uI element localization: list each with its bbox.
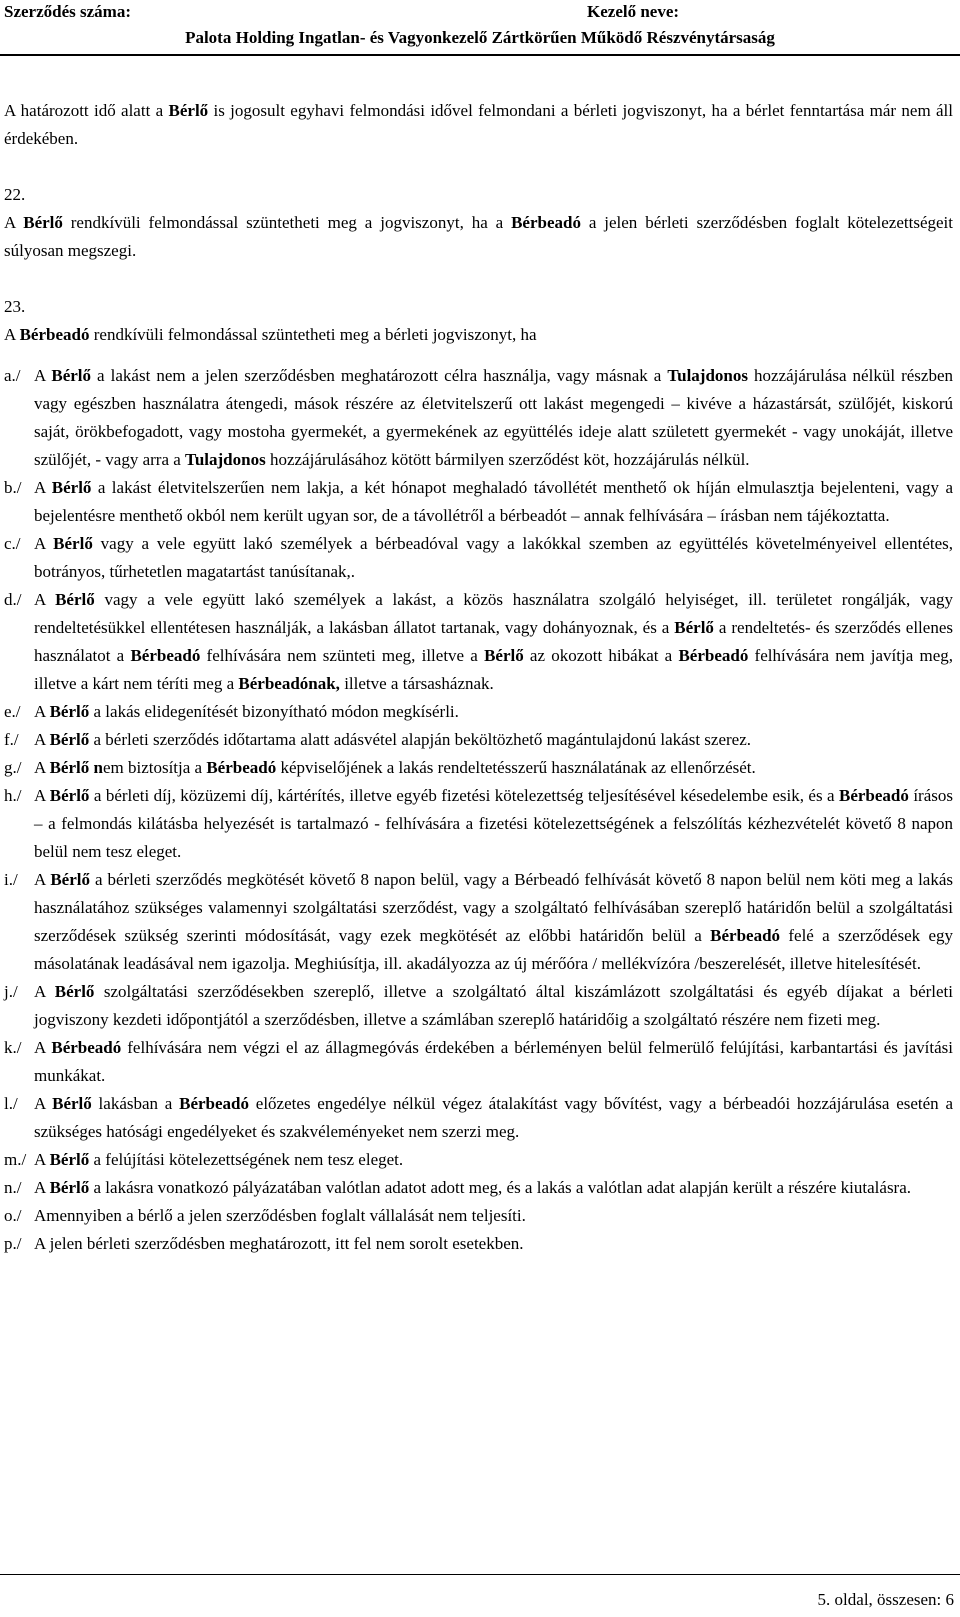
list-item-m: m./ A Bérlő a felújítási kötelezettségének nem tesz eleget.: [4, 1150, 404, 1169]
section-22-text: A Bérlő rendkívüli felmondással szüntetheti meg a jogviszonyt, ha a Bérbeadó a jelen bérleti szerződésben foglalt kötelezettségeit súlyosan megszegi.: [4, 213, 953, 260]
list-item-i: i./ A Bérlő a bérleti szerződés megkötését követő 8 napon belül, vagy a Bérbeadó felhívását követő 8 napon belül nem köti meg a lakás használatához szükséges valamennyi szolgáltatási szerződést, vagy a szolgáltató felhívásában szereplő határidőn belül a szolgáltatási szerződések szükség szerinti módosítását, vagy ezek megkötését az előbbi határidőn belül a Bérbeadó felé a szerződések egy másolatának leadásával nem igazolja. Meghiúsítja, ill. akadályozza az új mérőóra / mellékvízóra /beszerelését, illetve hitelesítését.: [4, 870, 953, 973]
section-23-text: A Bérbeadó rendkívüli felmondással szüntetheti meg a bérleti jogviszonyt, ha: [4, 325, 537, 344]
list-item-p: p./ A jelen bérleti szerződésben meghatározott, itt fel nem sorolt esetekben.: [4, 1234, 524, 1253]
list-item-a: a./ A Bérlő a lakást nem a jelen szerződésben meghatározott célra használja, vagy másnak a Tulajdonos hozzájárulása nélkül részben vagy egészben használatra átengedi, mások részére az életvitelszerű ott lakást megengedi – kivéve a házastársát, szülőjét, kiskorú saját, örökbefogadott, vagy mostoha gyermekét, a gyermekének az együttélés ideje alatt született gyermekét - vagy unokáját, illetve szülőjét, - vagy arra a Tulajdonos hozzájárulásához kötött bármilyen szerződést köt, hozzájárulás nélkül.: [4, 366, 953, 469]
list-item-d: d./ A Bérlő vagy a vele együtt lakó személyek a lakást, a közös használatra szolgáló helyiséget, ill. területet rongálják, vagy rendeltetésükkel ellentétesen használják, a lakásban állatot tartanak, vagy dohányoznak, és a Bérlő a rendeltetés- és szerződés ellenes használatot a Bérbeadó felhívására nem szünteti meg, illetve a Bérlő az okozott hibákat a Bérbeadó felhívására nem javítja meg, illetve a kárt nem téríti meg a Bérbeadónak, illetve a társasháznak.: [4, 590, 954, 693]
section-22-number: 22.: [4, 185, 26, 204]
list-item-f: f./ A Bérlő a bérleti szerződés időtartama alatt adásvétel alapján beköltözhető magántulajdonú lakást szerez.: [4, 730, 752, 749]
list-item-n: n./ A Bérlő a lakásra vonatkozó pályázatában valótlan adatot adott meg, és a lakás a valótlan adat alapján került a részére kiutalásra.: [4, 1178, 912, 1197]
list-item-k: k./ A Bérbeadó felhívására nem végzi el az állagmegóvás érdekében a bérleményen belül felmerülő felújítási, karbantartási és javítási munkákat.: [4, 1038, 953, 1085]
list-item-l: l./ A Bérlő lakásban a Bérbeadó előzetes engedélye nélkül végez átalakítást vagy bővítést, vagy a bérbeadói hozzájárulása esetén a szükséges hatósági engedélyeket és szakvéleményeket nem szerzi meg.: [4, 1094, 953, 1141]
section-23-number: 23.: [4, 297, 26, 316]
contract-number-label: Szerződés száma:: [4, 2, 131, 21]
page-footer: [0, 1574, 960, 1617]
list-item-c: c./ A Bérlő vagy a vele együtt lakó személyek a bérbeadóval vagy a lakókkal szemben az együttélés követelményeivel ellentétes, botrányos, tűrhetetlen magatartást tanúsítanak,.: [4, 534, 953, 581]
list-item-e: e./ A Bérlő a lakás elidegenítését bizonyítható módon megkísérli.: [4, 702, 459, 721]
list-item-h: h./ A Bérlő a bérleti díj, közüzemi díj, kártérítés, illetve egyéb fizetési kötelezettség teljesítésével késedelembe esik, és a Bérbeadó írásos – a felmondás kilátásba helyezését is tartalmazó - felhívására a fizetési kötelezettségének a felszólítás kézhezvételét követő 8 napon belül nem tesz eleget.: [4, 786, 953, 861]
list-item-j: j./ A Bérlő szolgáltatási szerződésekben szereplő, illetve a szolgáltató által kiszámlázott szolgáltatási és egyéb díjakat a bérleti jogviszony kezdeti időpontjától a szerződésben, illetve a számlában szereplő határidőig a szolgáltató részére nem fizeti meg.: [4, 982, 953, 1029]
intro-paragraph: A határozott idő alatt a Bérlő is jogosult egyhavi felmondási idővel felmondani a bérleti jogviszonyt, ha a bérlet fenntartása már nem áll érdekében.: [4, 101, 953, 148]
company-name: Palota Holding Ingatlan- és Vagyonkezelő Zártkörűen Működő Részvénytársaság: [185, 28, 775, 47]
operator-name-label: Kezelő neve:: [587, 2, 680, 21]
list-item-g: g./ A Bérlő nem biztosítja a Bérbeadó képviselőjének a lakás rendeltetésszerű használatának az ellenőrzését.: [4, 758, 756, 777]
page-header: [0, 0, 960, 56]
document-body: [4, 97, 953, 1258]
list-item-o: o./ Amennyiben a bérlő a jelen szerződésben foglalt vállalását nem teljesíti.: [4, 1206, 526, 1225]
list-item-b: b./ A Bérlő a lakást életvitelszerűen nem lakja, a két hónapot meghaladó távollétét menthető ok híján elmulasztja bejelenteni, vagy a bejelentésre menthető okból nem került ugyan sor, de a távollétről a bérbeadót – annak felhívására – írásban nem tájékoztatta.: [4, 478, 953, 525]
page-number: 5. oldal, összesen: 6: [817, 1590, 954, 1609]
